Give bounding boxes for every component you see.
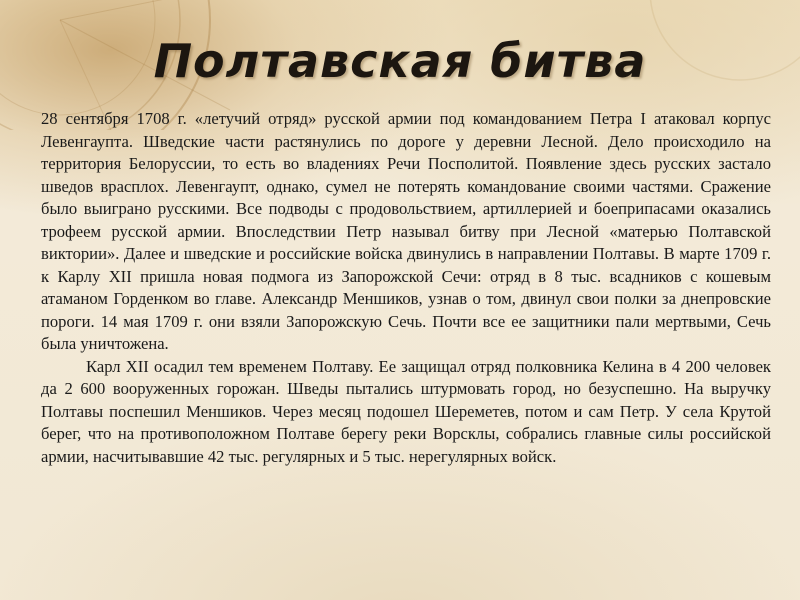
paragraph-1: 28 сентября 1708 г. «летучий отряд» русской армии под командованием Петра I атаковал корпус Левенгаупта. Шведские части растянулись по дороге у деревни Лесной. Дело происходило на территория Белоруссии, то есть во владениях Речи Посполитой. Появление здесь русских застало шведов врасплох. Левенгаупт, однако, сумел не потерять командование своими частями. Сражение было выиграно русскими. Все подводы с продовольствием, артиллерией и боеприпасами оказались трофеем русской армии. Впоследствии Петр называл битву при Лесной «матерью Полтавской виктории». Далее и шведские и российские войска двинулись в направлении Полтавы. В марте 1709 г. к Карлу XII пришла новая подмога из Запорожской Сечи: отряд в 8 тыс. всадников с кошевым атаманом Горденком во главе. Александр Меншиков, узнав о том, двинул свои полки за днепровские пороги. 14 мая 1709 г. они взяли Запорожскую Сечь. Почти все ее защитники пали мертвыми, Сечь была уничтожена.: [41, 109, 771, 353]
slide-body: [41, 108, 771, 468]
paragraph-2: Карл XII осадил тем временем Полтаву. Ее защищал отряд полковника Келина в 4 200 человек да 2 600 вооруженных горожан. Шведы пытались штурмовать город, но безуспешно. На выручку Полтавы поспешил Меншиков. Через месяц подошел Шереметев, потом и сам Петр. У села Крутой берег, что на противоположном Полтаве берегу реки Ворсклы, собрались главные силы российской армии, насчитывавшие 42 тыс. регулярных и 5 тыс. нерегулярных войск.: [41, 356, 771, 466]
slide-title: Полтавская битва: [153, 34, 647, 88]
